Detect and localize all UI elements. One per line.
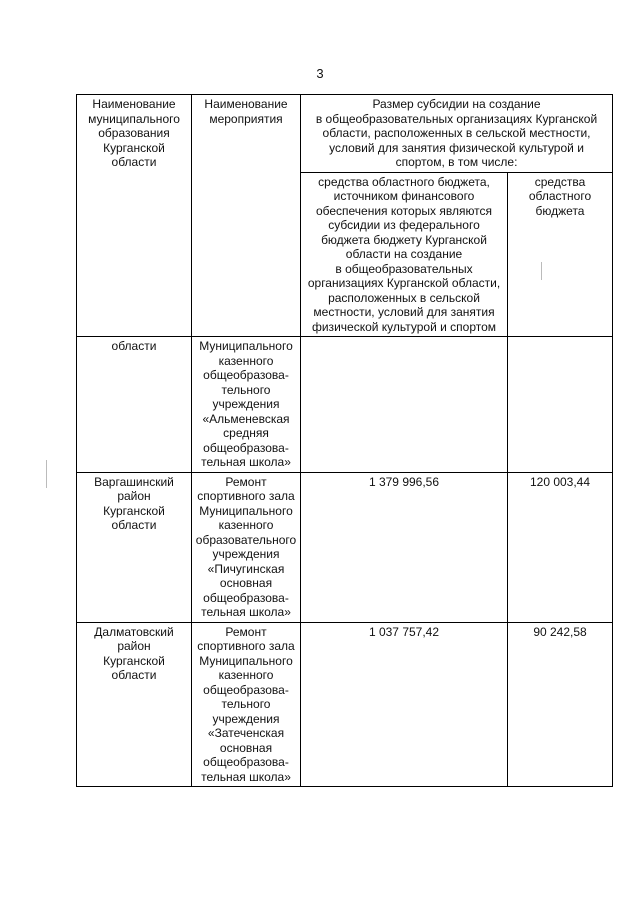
cell-federal: 1 037 757,42 xyxy=(301,622,508,787)
table-row xyxy=(77,472,613,622)
cell-event: Ремонт спортивного зала Муниципального казенного общеобразова- тельного учреждения «Затеченская основная общеобразова- тельная школа» xyxy=(192,622,301,787)
cell-regional: 120 003,44 xyxy=(508,472,613,622)
page-number: 3 xyxy=(316,66,324,81)
header-event: Наименование мероприятия xyxy=(192,95,301,337)
cell-federal: 1 379 996,56 xyxy=(301,472,508,622)
header-regional-funds: средства областного бюджета xyxy=(508,172,613,337)
subsidy-table xyxy=(76,94,613,787)
table-row xyxy=(77,622,613,787)
scan-mark xyxy=(541,262,542,280)
cell-event: Ремонт спортивного зала Муниципального казенного образовательного учреждения «Пичугинская основная общеобразова- тельная школа» xyxy=(192,472,301,622)
scan-mark xyxy=(46,460,47,488)
cell-municipality: Далматовский район Курганской области xyxy=(77,622,192,787)
cell-municipality: области xyxy=(77,337,192,473)
cell-regional: 90 242,58 xyxy=(508,622,613,787)
cell-event: Муниципального казенного общеобразова- тельного учреждения «Альменевская средняя общеобразова- тельная школа» xyxy=(192,337,301,473)
header-subsidy-size: Размер субсидии на создание в общеобразовательных организациях Курганской области, расположенных в сельской местности, условий для занятия физической культурой и спортом, в том числе: xyxy=(301,95,613,173)
cell-regional xyxy=(508,337,613,473)
cell-municipality: Варгашинский район Курганской области xyxy=(77,472,192,622)
header-municipality: Наименование муниципального образования Курганской области xyxy=(77,95,192,337)
header-federal-funds: средства областного бюджета, источником финансового обеспечения которых являются субсидии из федерального бюджета бюджету Курганской области на создание в общеобразовательных организациях Курганской области, расположенных в сельской местности, условий для занятия физической культурой и спортом xyxy=(301,172,508,337)
cell-federal xyxy=(301,337,508,473)
table-row xyxy=(77,337,613,473)
table-header-row xyxy=(77,95,613,173)
